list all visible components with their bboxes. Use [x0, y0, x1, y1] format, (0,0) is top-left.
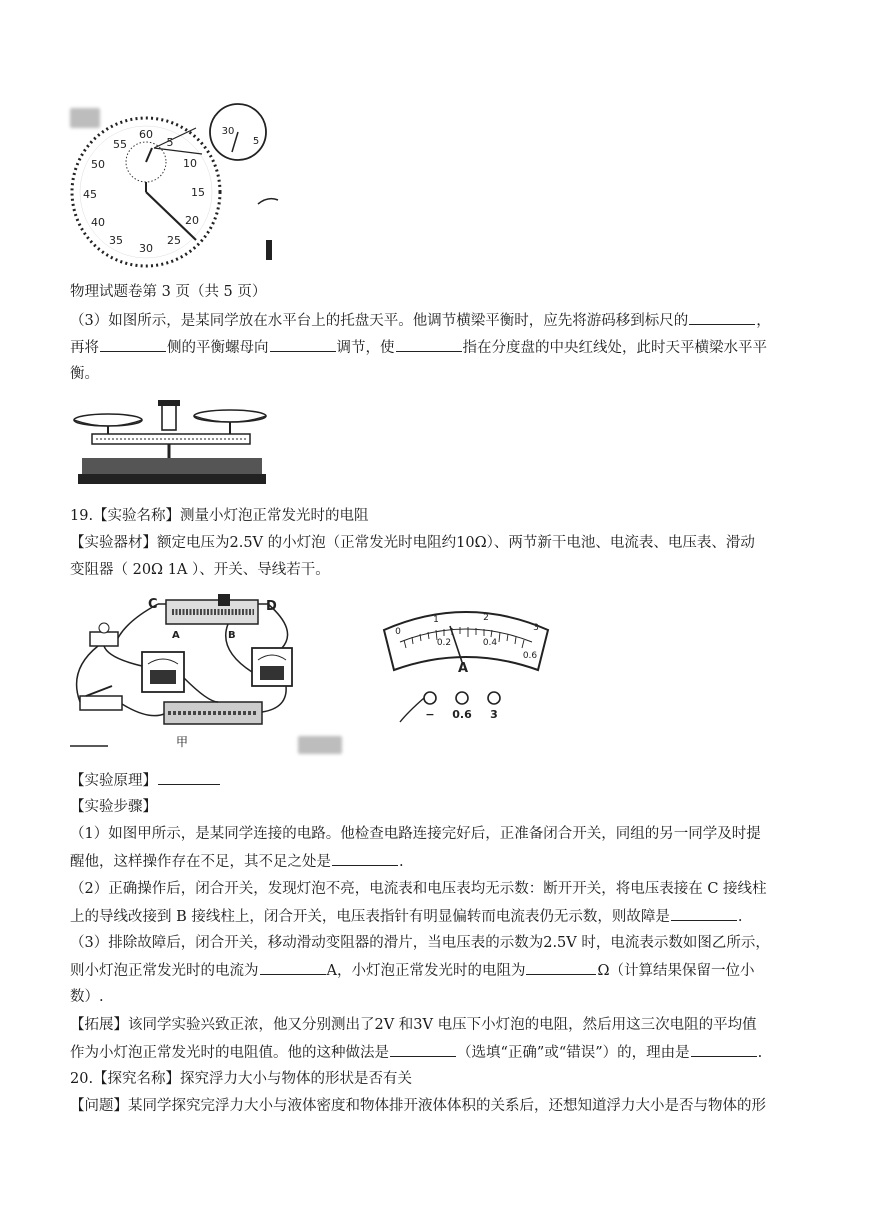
q19-step2-line-1: （2）正确操作后，闭合开关，发现灯泡不亮，电流表和电压表均无示数：断开开关，将电压表接在 C 接线柱 — [70, 881, 767, 897]
terminal-label-b: B — [228, 630, 236, 641]
q18-3-line-1 — [70, 310, 771, 331]
q18-3-text: 再将 — [70, 340, 99, 356]
answer-blank[interactable] — [390, 1042, 456, 1057]
terminal-label-c: C — [148, 597, 158, 612]
answer-blank[interactable] — [158, 770, 220, 785]
answer-blank[interactable] — [526, 960, 596, 975]
q18-3-text: ， — [756, 313, 771, 329]
q19-principle-label: 【实验原理】 — [70, 773, 157, 789]
q20-problem: 【问题】某同学探究完浮力大小与液体密度和物体排开液体体积的关系后，还想知道浮力大小是否与物体的形 — [70, 1098, 766, 1114]
answer-blank[interactable] — [100, 337, 166, 352]
dial-number: 45 — [83, 188, 97, 201]
scale-label: 0 — [395, 627, 401, 637]
q18-3-text: （3）如图所示，是某同学放在水平台上的托盘天平。他调节横梁平衡时，应先将游码移到标尺的 — [70, 313, 689, 329]
terminal-label-a: A — [172, 630, 180, 641]
q19-step2-text: . — [737, 909, 743, 925]
q19-ext-text: . — [757, 1045, 763, 1061]
circuit-diagram-jia — [68, 590, 328, 752]
q19-extension-line-1: 【拓展】该同学实验兴致正浓，他又分别测出了2V 和3V 电压下小灯泡的电阻，然后用这三次电阻的平均值 — [70, 1017, 757, 1033]
dial-number: 5 — [166, 136, 174, 149]
page-footer: 物理试题卷第 3 页（共 5 页） — [70, 284, 267, 300]
answer-blank[interactable] — [396, 337, 462, 352]
stopwatch-figure — [62, 100, 282, 270]
q19-step2-line-2 — [70, 906, 742, 927]
magnified-number: 5 — [252, 136, 260, 147]
q19-step3-line-3: 数）. — [70, 989, 104, 1005]
scale-label-top: 1 — [433, 615, 439, 625]
q19-step1-text: 醒他，这样操作存在不足，其不足之处是 — [70, 854, 331, 870]
q19-equipment-line-2: 变阻器（ 20Ω 1A ）、开关、导线若干。 — [70, 562, 330, 578]
q18-3-text: 调节，使 — [336, 340, 395, 356]
unit-label: A — [458, 661, 469, 676]
q19-step3-line-1: （3）排除故障后，闭合开关，移动滑动变阻器的滑片，当电压表的示数为2.5V 时，电流表示数如图乙所示， — [70, 935, 770, 951]
q19-principle — [70, 770, 221, 791]
q19-steps-title: 【实验步骤】 — [70, 799, 157, 815]
scale-label: 0.2 — [436, 638, 452, 648]
q19-equipment-line-1: 【实验器材】额定电压为2.5V 的小灯泡（正常发光时电阻约10Ω）、两节新干电池、电流表、电压表、滑动 — [70, 535, 755, 551]
q19-step1-text: . — [399, 854, 404, 870]
answer-blank[interactable] — [671, 906, 737, 921]
q19-step3-text: 则小灯泡正常发光时的电流为 — [70, 963, 259, 979]
dial-number: 25 — [167, 234, 181, 247]
q18-3-text: 侧的平衡螺母向 — [167, 340, 269, 356]
dial-number: 35 — [109, 234, 123, 247]
q19-ext-text: （选填“正确”或“错误”）的，理由是 — [457, 1045, 690, 1061]
q18-3-line-3: 衡。 — [70, 366, 99, 382]
scale-label-top: 2 — [483, 613, 489, 623]
dial-number: 10 — [183, 157, 197, 170]
dial-number: 40 — [91, 216, 105, 229]
terminal-label: 3 — [490, 708, 498, 721]
q20-title: 20.【探究名称】探究浮力大小与物体的形状是否有关 — [70, 1071, 413, 1087]
ammeter-figure-yi — [378, 600, 554, 726]
q19-extension-line-2 — [70, 1042, 762, 1063]
answer-blank[interactable] — [689, 310, 755, 325]
q19-step1-line-2 — [70, 851, 404, 872]
scale-label: 0.4 — [482, 638, 498, 648]
q18-3-text: 指在分度盘的中央红线处，此时天平横梁水平平 — [462, 340, 767, 356]
q19-step3-text: A，小灯泡正常发光时的电阻为 — [326, 963, 526, 979]
dial-number: 20 — [185, 214, 199, 227]
figure-caption-jia: 甲 — [176, 735, 189, 749]
magnified-number: 30 — [221, 126, 235, 137]
redaction-mark — [298, 736, 342, 754]
dial-number: 50 — [91, 158, 105, 171]
terminal-label: − — [425, 708, 435, 721]
terminal-label-d: D — [266, 599, 277, 614]
dial-number: 15 — [191, 186, 205, 199]
answer-blank[interactable] — [332, 851, 398, 866]
dial-number: 30 — [139, 242, 153, 255]
q19-step1-line-1: （1）如图甲所示，是某同学连接的电路。他检查电路连接完好后，正准备闭合开关，同组的另一同学及时提 — [70, 826, 761, 842]
q19-step2-text: 上的导线改接到 B 接线柱上，闭合开关，电压表指针有明显偏转而电流表仍无示数，则故障是 — [70, 909, 670, 925]
scale-label: 0.6 — [522, 651, 538, 661]
answer-blank[interactable] — [691, 1042, 757, 1057]
q18-3-line-2 — [70, 337, 767, 358]
dial-number: 60 — [139, 128, 153, 141]
q19-ext-text: 作为小灯泡正常发光时的电阻值。他的这种做法是 — [70, 1045, 389, 1061]
q19-title: 19.【实验名称】测量小灯泡正常发光时的电阻 — [70, 508, 369, 524]
answer-blank[interactable] — [260, 960, 326, 975]
q19-step3-text: Ω（计算结果保留一位小 — [597, 963, 755, 979]
balance-figure — [72, 398, 272, 490]
terminal-label: 0.6 — [452, 708, 472, 721]
answer-blank[interactable] — [270, 337, 336, 352]
dial-number: 55 — [113, 138, 127, 151]
q19-step3-line-2 — [70, 960, 755, 981]
scale-label-top: 3 — [533, 623, 539, 633]
